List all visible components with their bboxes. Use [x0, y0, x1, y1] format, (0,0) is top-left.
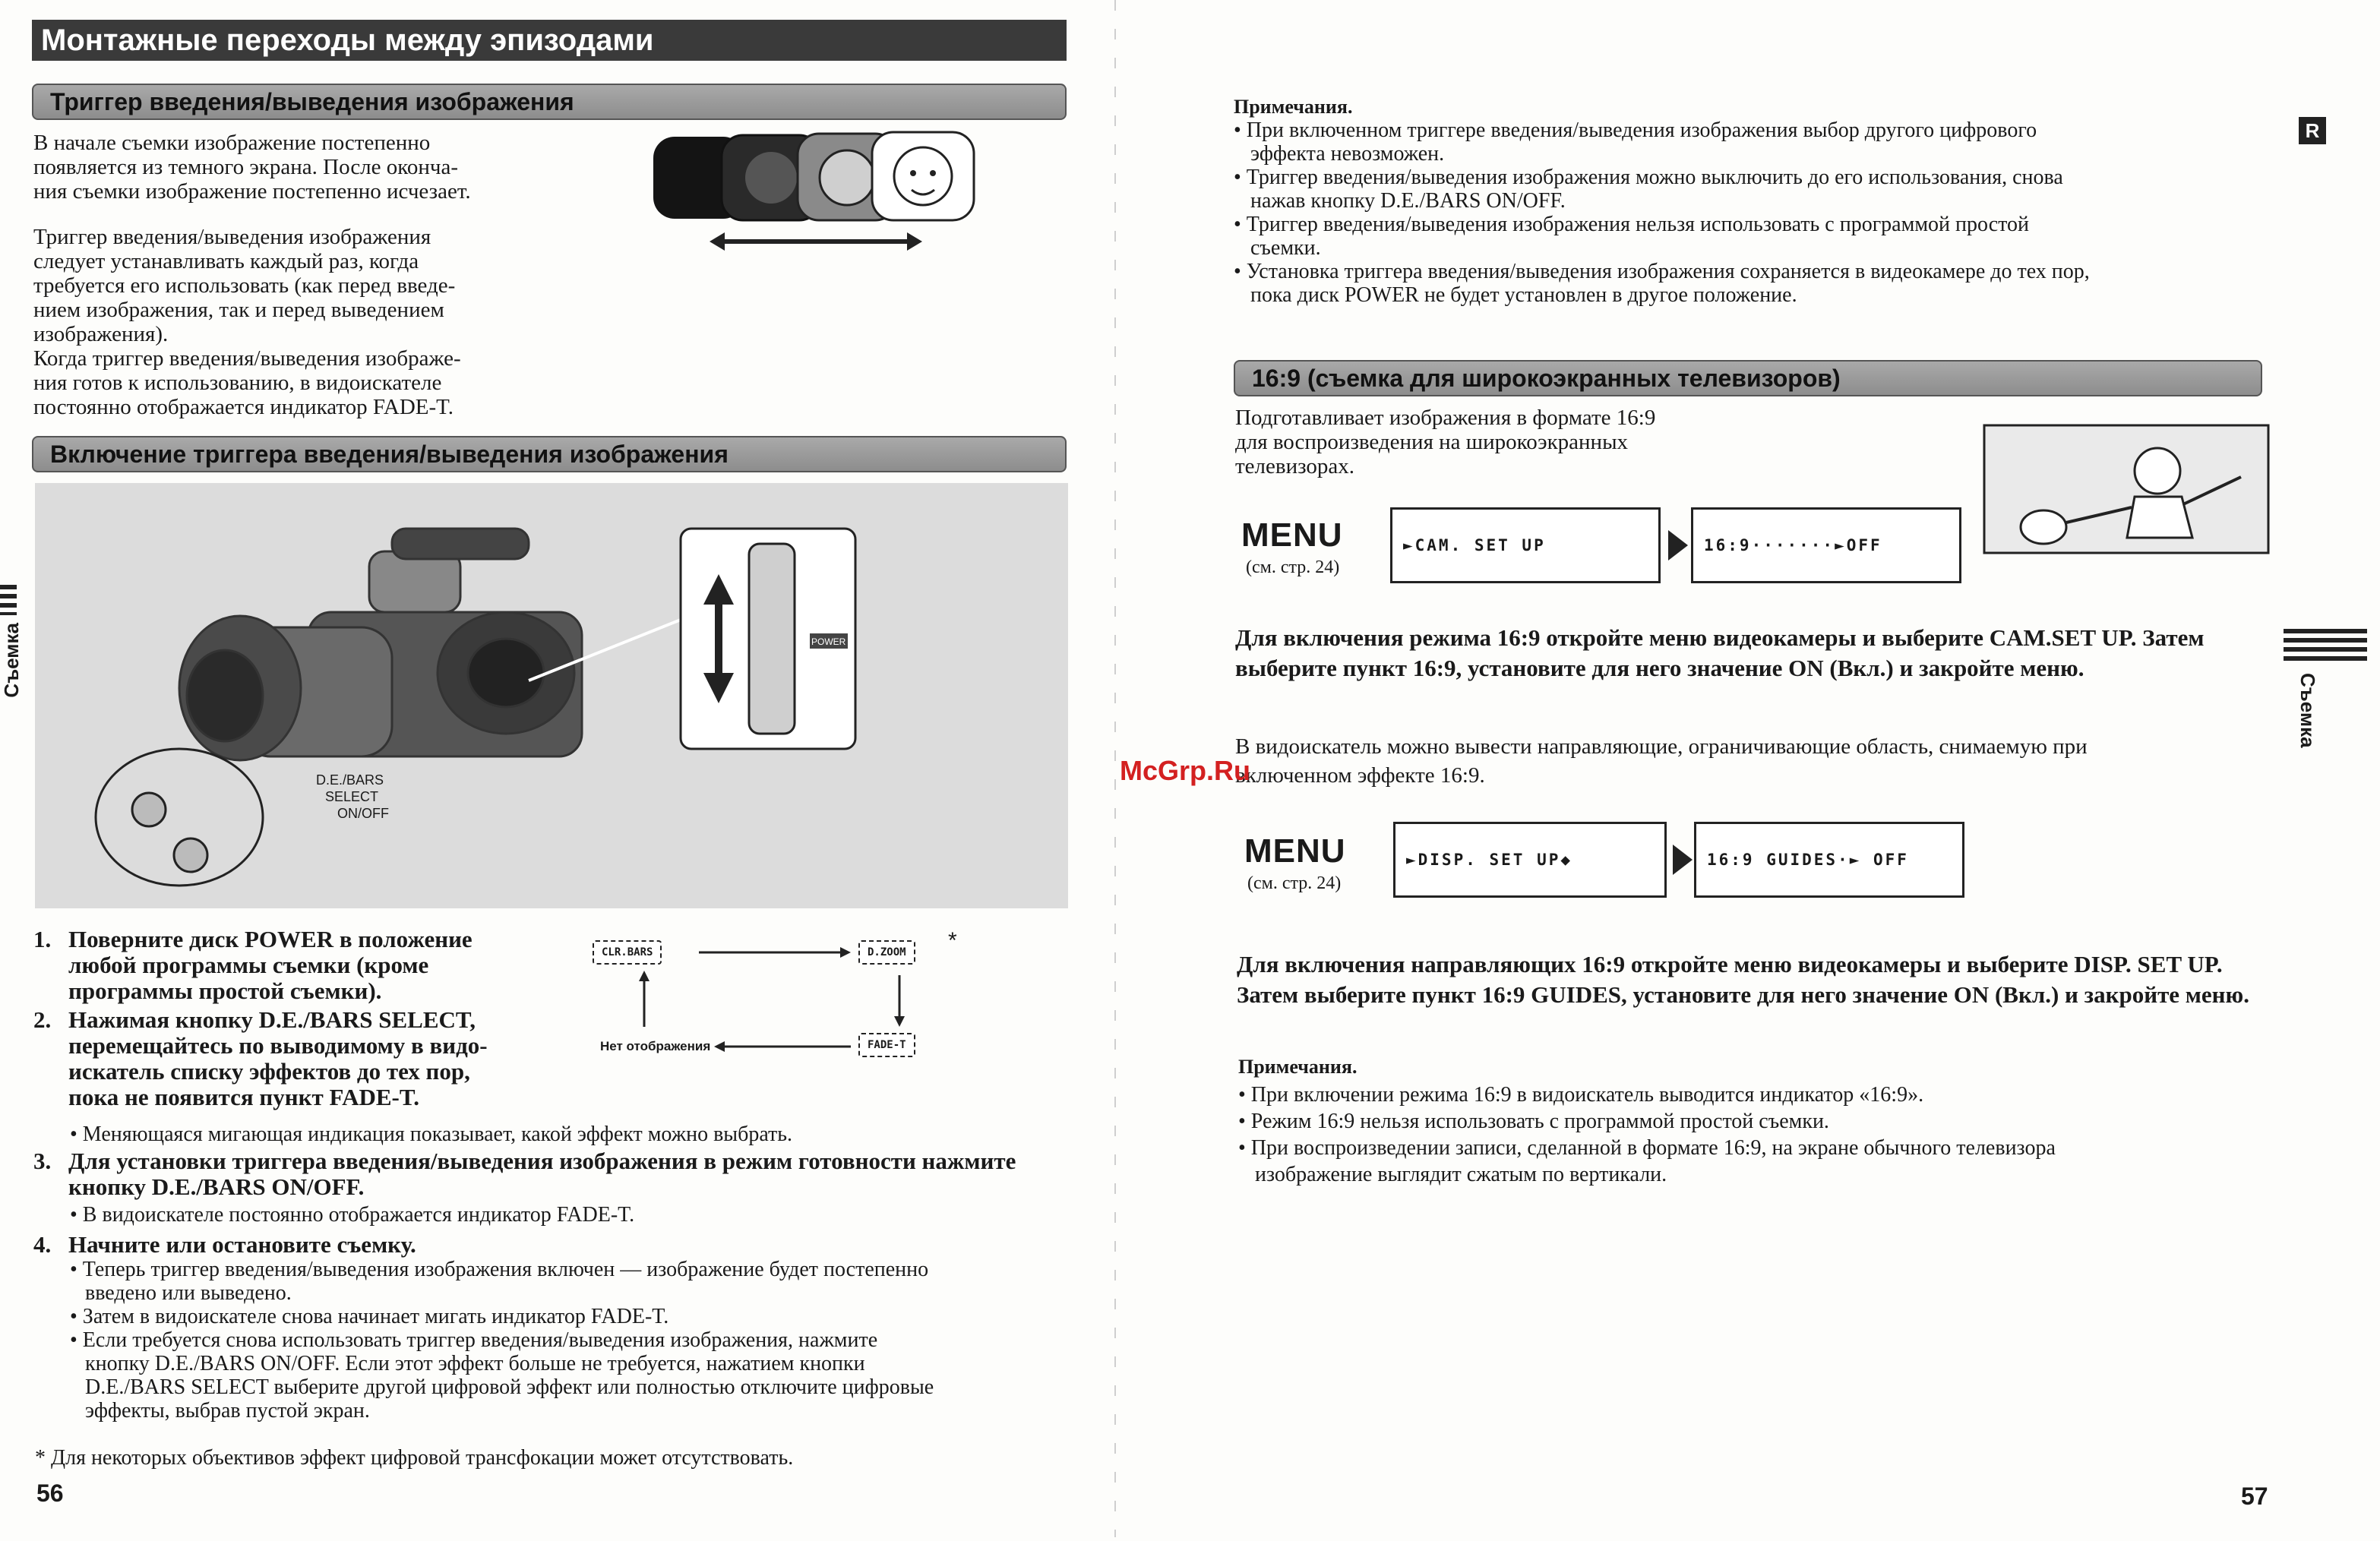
power-label: POWER	[811, 636, 846, 647]
page-number-left: 56	[36, 1479, 64, 1507]
intro-paragraph-2: Триггер введения/выведения изображения следует устанавливать каждый раз, когда требуется его использовать (как перед введе- нием изображения, так и перед выведением изображения). Когда триггер введения/выведения изображе- ния готов к использованию, в видоискателе постоянно отображается индикатор FADE-T.	[33, 225, 461, 419]
step-2-bullet: • Меняющаяся мигающая индикация показывает, какой эффект можно выбрать.	[70, 1123, 793, 1146]
notes-heading-2: Примечания.	[1238, 1056, 1358, 1078]
effect-cycle-diagram	[577, 928, 972, 1080]
page-number-right: 57	[2241, 1483, 2268, 1510]
instruction-guides: Для включения направляющих 16:9 откройте меню видеокамеры и выберите DISP. SET UP. Затем выберите пункт 16:9 GUIDES, установите для него значение ON (Вкл.) и закройте меню.	[1237, 951, 2249, 1008]
notes-heading-1: Примечания.	[1234, 96, 1353, 118]
step-2: 2. Нажимая кнопку D.E./BARS SELECT, перемещайтесь по выводимому в видо- искатель списку эффектов до тех пор, пока не появится пункт FADE-T.	[33, 1006, 488, 1110]
menu-label-1: MENU	[1241, 516, 1343, 554]
clr-bars-indicator: CLR.BARS	[593, 940, 662, 965]
menu-ref-1: (см. стр. 24)	[1246, 557, 1340, 577]
language-badge: R	[2299, 117, 2326, 144]
menu-guides-box: 16:9 GUIDES·► OFF	[1694, 822, 1964, 898]
section-16-9-intro: Подготавливает изображения в формате 16:9 для воспроизведения на широкоэкранных телевизорах.	[1235, 406, 1656, 478]
step-3-bullet: • В видоискателе постоянно отображается индикатор FADE-T.	[70, 1203, 635, 1227]
asterisk: *	[948, 928, 957, 953]
menu-arrow-2	[1673, 845, 1693, 875]
footnote: * Для некоторых объективов эффект цифровой трансфокации может отсутствовать.	[35, 1446, 794, 1470]
instruction-16-9: Для включения режима 16:9 откройте меню видеокамеры и выберите CAM.SET UP. Затем выберите пункт 16:9, установите для него значение ON (Вкл.) и закройте меню.	[1235, 624, 2205, 681]
section-heading-fade-trigger: Триггер введения/выведения изображения	[32, 84, 1067, 120]
intro-paragraph-1: В начале съемки изображение постепенно появляется из темного экрана. После оконча- ния съемки изображение постепенно исчезает.	[33, 131, 471, 204]
tennis-girl-illustration	[1983, 424, 2270, 554]
fade-t-indicator: FADE-T	[858, 1033, 915, 1057]
guides-paragraph: В видоискатель можно вывести направляющие, ограничивающие область, снимаемую при включенном эффекте 16:9.	[1235, 734, 2088, 788]
menu-ref-2: (см. стр. 24)	[1247, 873, 1342, 893]
page-title: Монтажные переходы между эпизодами	[32, 20, 1067, 61]
menu-16-9-box: 16:9·······►OFF	[1691, 507, 1961, 583]
step-1: 1. Поверните диск POWER в положение любой программы съемки (кроме программы простой съемки).	[33, 926, 473, 1004]
menu-arrow-1	[1668, 530, 1688, 561]
fade-sequence-illustration	[646, 129, 1003, 258]
menu-cam-setup-box: ►CAM. SET UP	[1390, 507, 1661, 583]
notes-list-1: • При включенном триггере введения/выведения изображения выбор другого цифрового эффекта невозможен. • Триггер введения/выведения изображения можно выключить до его использования, снова нажав кнопку D.E./BARS ON/OFF. • Триггер введения/выведения изображения нельзя использовать с программой простой съемки. • Установка триггера введения/выведения изображения сохраняется в видеокамере до тех пор, пока диск POWER не будет установлен в другое положение.	[1234, 118, 2090, 307]
section-heading-16-9: 16:9 (съемка для широкоэкранных телевизоров)	[1234, 360, 2262, 396]
de-bars-label: D.E./BARS SELECT ON/OFF	[316, 772, 389, 821]
d-zoom-indicator: D.ZOOM	[858, 940, 915, 965]
side-tab-right: Съемка	[2284, 629, 2367, 781]
watermark: McGrp.Ru	[1120, 755, 1251, 786]
no-display-label: Нет отображения	[600, 1039, 711, 1053]
step-3: 3. Для установки триггера введения/выведения изображения в режим готовности нажмите кнопку D.E./BARS ON/OFF.	[33, 1148, 1016, 1200]
side-tab-left: Съемка	[0, 623, 24, 759]
notes-list-2: • При включении режима 16:9 в видоискатель выводится индикатор «16:9». • Режим 16:9 нельзя использовать с программой простой съемки. • При воспроизведении записи, сделанной в формате 16:9, на экране обычного телевизора изображение выглядит сжатым по вертикали.	[1238, 1083, 2056, 1186]
section-heading-enable-fade: Включение триггера введения/выведения изображения	[32, 436, 1067, 472]
menu-disp-setup-box: ►DISP. SET UP◆	[1393, 822, 1667, 898]
camera-illustration	[35, 483, 1068, 908]
menu-label-2: MENU	[1244, 832, 1346, 870]
step-4: 4. Начните или остановите съемку.	[33, 1231, 416, 1258]
step-4-bullets: • Теперь триггер введения/выведения изображения включен — изображение будет постепенно введено или выведено. • Затем в видоискателе снова начинает мигать индикатор FADE-T. • Если требуется снова использовать триггер введения/выведения изображения, нажмите кнопку D.E./BARS ON/OFF. Если этот эффект больше не требуется, нажатием кнопки D.E./BARS SELECT выберите другой цифровой эффект или полностью отключите цифровые эффекты, выбрав пустой экран.	[70, 1258, 934, 1423]
